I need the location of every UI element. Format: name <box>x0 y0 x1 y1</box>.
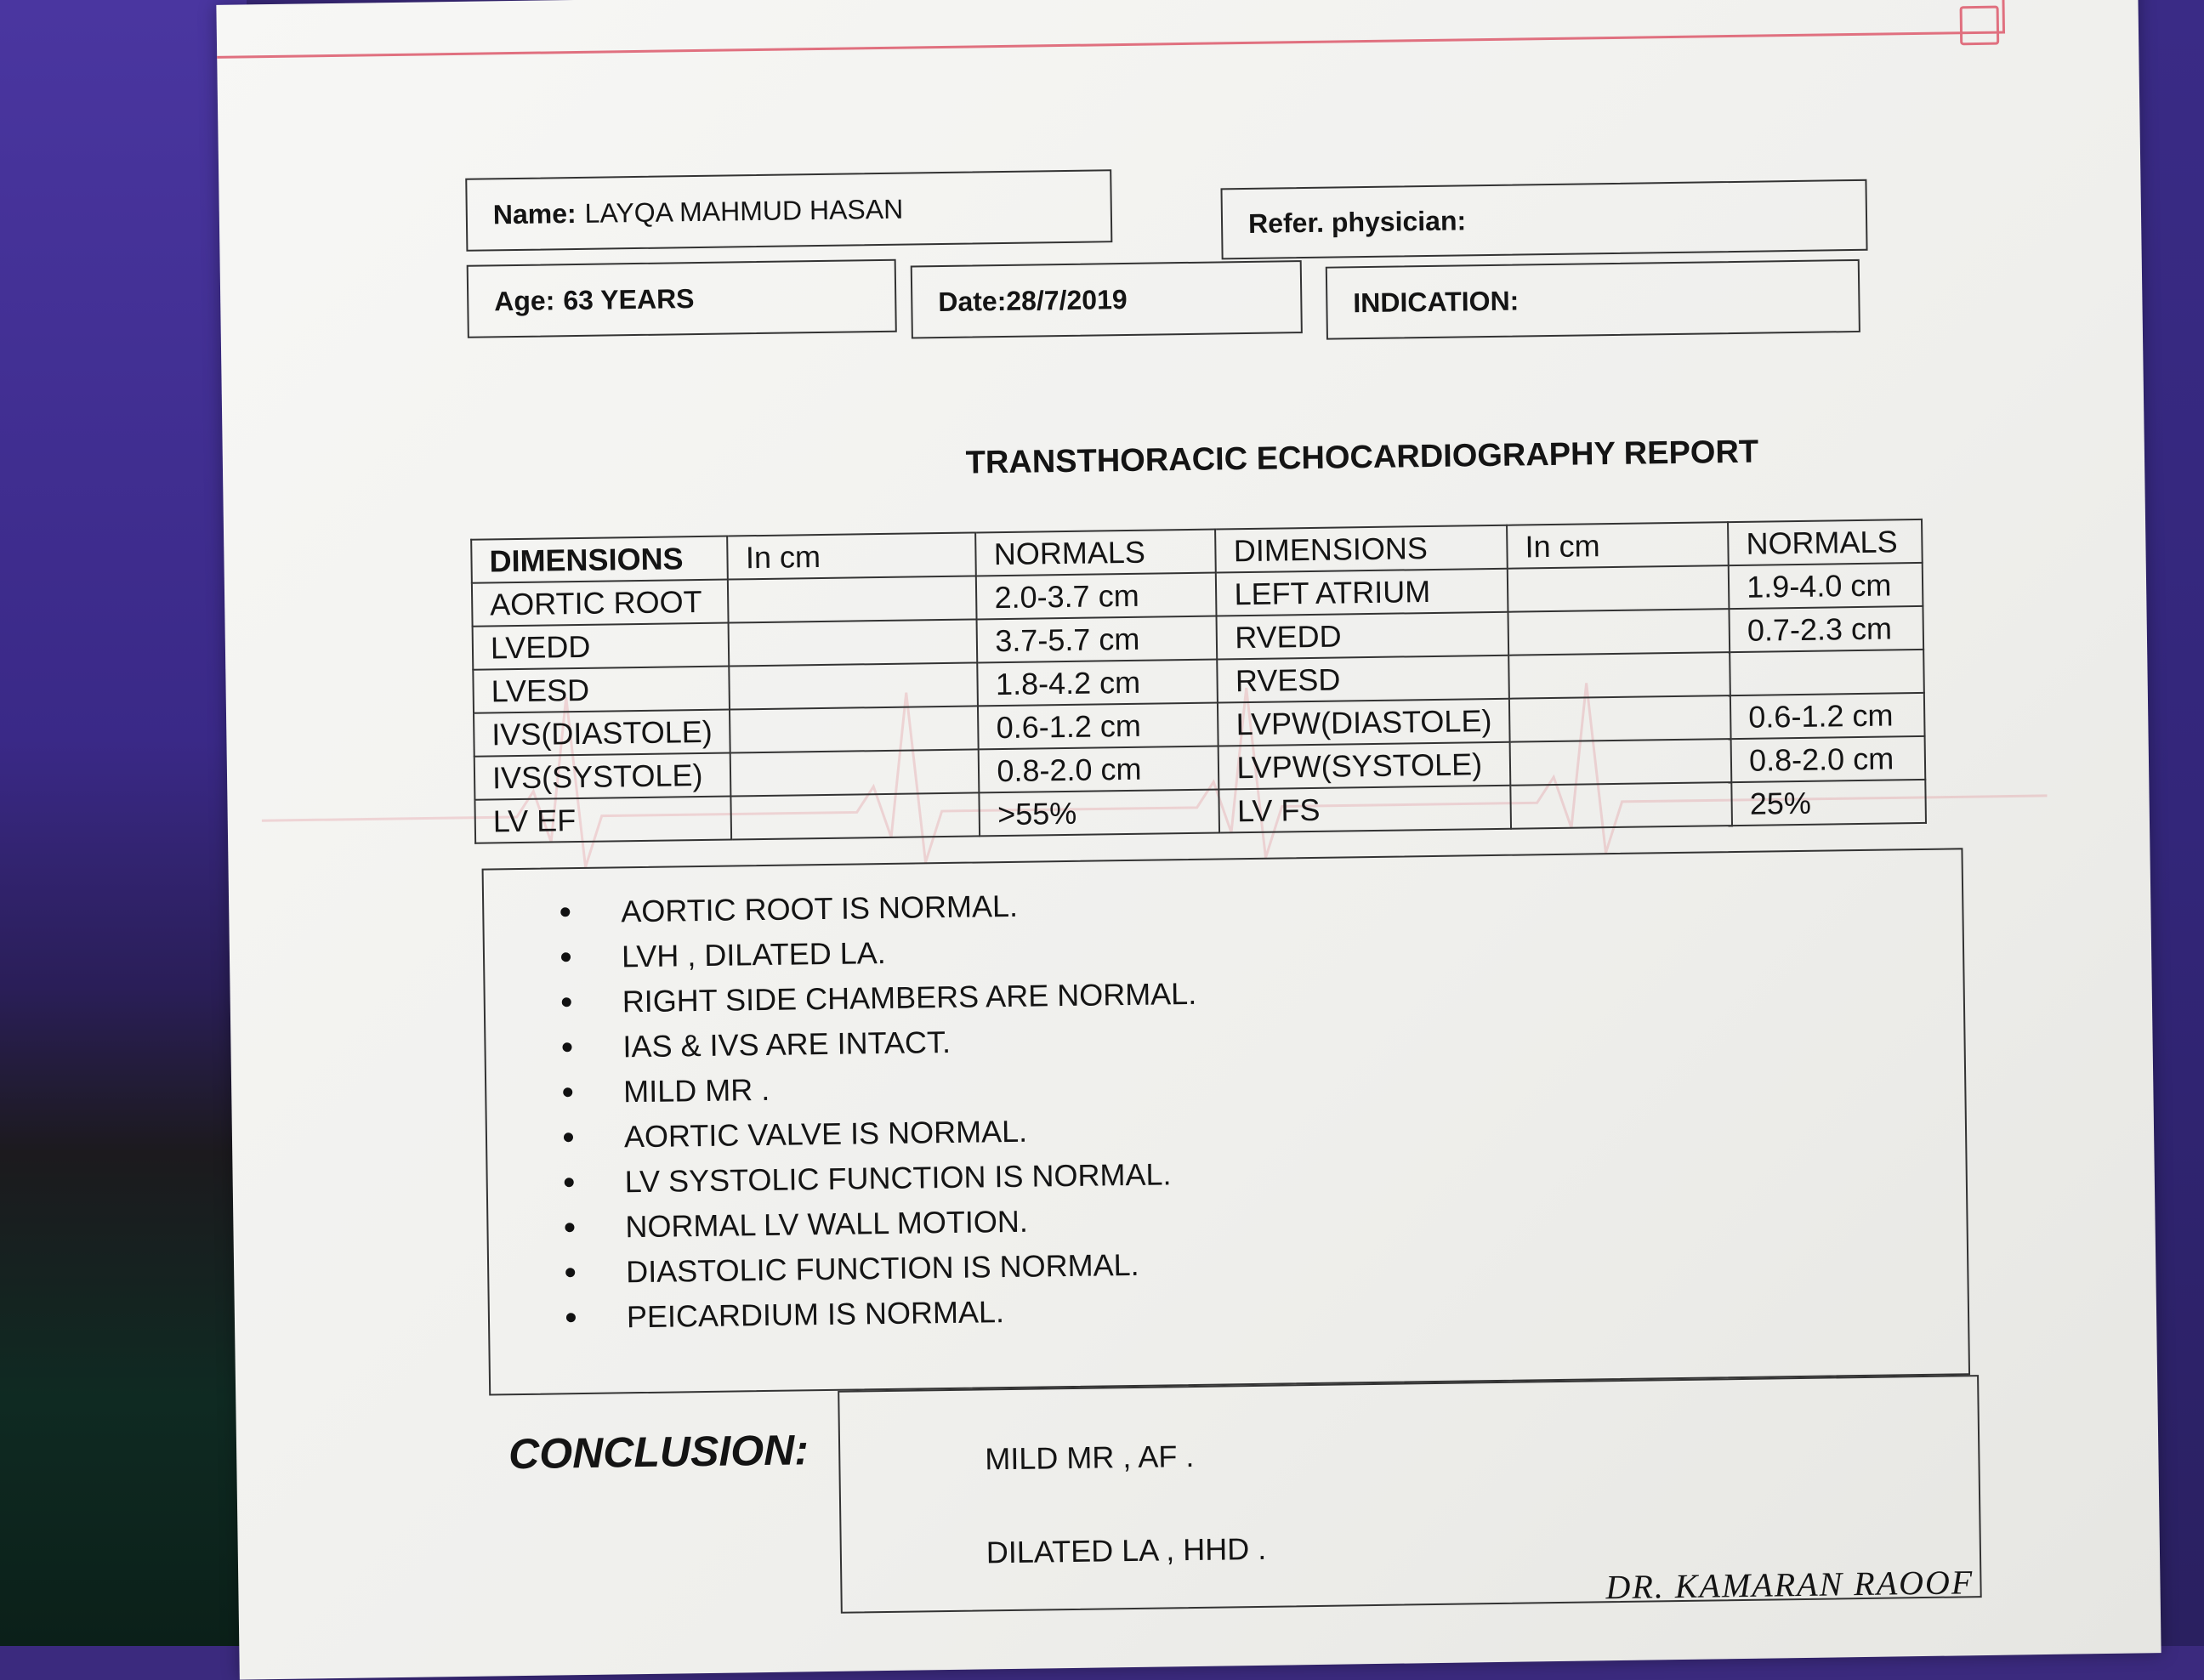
header-dimensions-2: DIMENSIONS <box>1215 525 1507 573</box>
table-cell: LVESD <box>473 667 730 713</box>
header-dimensions: DIMENSIONS <box>471 536 728 583</box>
table-cell: LV EF <box>474 797 731 843</box>
date-label: Date: <box>938 285 1007 317</box>
table-cell: 25% <box>1731 780 1926 826</box>
bullet-icon <box>563 1087 572 1097</box>
bullet-icon <box>565 1178 574 1187</box>
table-cell: AORTIC ROOT <box>472 580 729 627</box>
finding-text: LVH , DILATED LA. <box>621 934 887 973</box>
finding-text: RIGHT SIDE CHAMBERS ARE NORMAL. <box>622 975 1197 1019</box>
table-cell <box>728 576 977 622</box>
indication-label: INDICATION: <box>1353 285 1520 318</box>
table-cell: 3.7-5.7 cm <box>977 616 1218 663</box>
report-title: TRANSTHORACIC ECHOCARDIOGRAPHY REPORT <box>965 434 1759 481</box>
table-cell: LVPW(SYSTOLE) <box>1218 742 1510 790</box>
age-label: Age: <box>493 284 555 316</box>
table-cell: LEFT ATRIUM <box>1216 569 1508 616</box>
header-normals: NORMALS <box>976 530 1217 576</box>
finding-text: AORTIC ROOT IS NORMAL. <box>620 888 1019 928</box>
finding-text: LV SYSTOLIC FUNCTION IS NORMAL. <box>624 1155 1172 1199</box>
conclusion-label: CONCLUSION: <box>508 1426 809 1479</box>
date-field <box>911 260 1303 338</box>
finding-text: IAS & IVS ARE INTACT. <box>622 1024 951 1064</box>
report-sheet <box>216 0 2161 1680</box>
table-cell: 1.8-4.2 cm <box>978 660 1218 707</box>
table-cell <box>1510 739 1732 786</box>
table-cell: 2.0-3.7 cm <box>976 573 1217 620</box>
table-cell: 0.6-1.2 cm <box>1730 693 1925 739</box>
conclusion-line-1: MILD MR , AF . <box>985 1438 1195 1477</box>
finding-text: PEICARDIUM IS NORMAL. <box>626 1293 1005 1334</box>
doctor-signature: DR. KAMARAN RAOOF <box>1605 1563 1974 1607</box>
finding-text: DIASTOLIC FUNCTION IS NORMAL. <box>625 1246 1139 1289</box>
table-cell <box>1508 565 1730 612</box>
table-cell: 0.7-2.3 cm <box>1730 606 1924 652</box>
age-field <box>467 259 897 338</box>
table-cell <box>730 706 979 752</box>
header-normals-2: NORMALS <box>1728 519 1923 565</box>
table-cell <box>730 662 979 709</box>
table-cell: 0.8-2.0 cm <box>1731 736 1926 782</box>
table-cell: IVS(DIASTOLE) <box>474 710 730 757</box>
refer-physician-label: Refer. physician: <box>1247 204 1467 239</box>
letterhead-ornament <box>1960 6 2000 46</box>
header-in-cm-2: In cm <box>1507 522 1729 569</box>
background-cloth-left <box>0 0 247 1646</box>
table-cell: IVS(SYSTOLE) <box>474 753 731 800</box>
table-cell <box>1730 650 1924 695</box>
table-cell: LVPW(DIASTOLE) <box>1218 699 1509 746</box>
bullet-icon <box>562 997 571 1007</box>
table-cell: RVESD <box>1218 656 1509 703</box>
bullet-icon <box>560 907 570 917</box>
bullet-icon <box>566 1313 576 1322</box>
table-cell <box>1510 782 1732 829</box>
finding-text: AORTIC VALVE IS NORMAL. <box>623 1113 1028 1154</box>
findings-list <box>611 870 1968 1339</box>
header-in-cm: In cm <box>728 532 977 579</box>
table-cell <box>1508 609 1730 656</box>
table-cell: 0.6-1.2 cm <box>978 703 1218 750</box>
finding-text: NORMAL LV WALL MOTION. <box>625 1203 1029 1244</box>
name-label: Name: <box>492 197 577 230</box>
table-cell <box>731 792 980 839</box>
refer-physician-field <box>1220 179 1867 260</box>
bullet-icon <box>562 1042 571 1052</box>
indication-field <box>1326 259 1860 340</box>
table-cell: LV FS <box>1219 786 1511 833</box>
finding-text: MILD MR . <box>622 1071 770 1109</box>
table-cell: LVEDD <box>473 623 730 670</box>
bullet-icon <box>561 952 571 962</box>
findings-box <box>482 848 1970 1395</box>
bullet-icon <box>565 1223 574 1232</box>
table-cell: 0.8-2.0 cm <box>979 746 1219 793</box>
table-cell: RVEDD <box>1217 612 1508 660</box>
table-cell: >55% <box>980 789 1220 836</box>
bullet-icon <box>565 1268 575 1277</box>
bullet-icon <box>564 1132 573 1142</box>
age-value: 63 YEARS <box>563 282 695 315</box>
table-cell: 1.9-4.0 cm <box>1729 563 1923 609</box>
date-value: 28/7/2019 <box>1006 283 1128 316</box>
name-value: LAYQA MAHMUD HASAN <box>584 193 904 229</box>
table-cell <box>1508 652 1730 699</box>
table-cell <box>729 619 978 666</box>
dimensions-table <box>470 519 1927 844</box>
letterhead-border <box>216 0 2005 59</box>
name-field <box>465 169 1112 252</box>
table-cell <box>730 749 980 796</box>
table-cell <box>1509 695 1731 742</box>
conclusion-line-2: DILATED LA , HHD . <box>986 1530 1267 1570</box>
